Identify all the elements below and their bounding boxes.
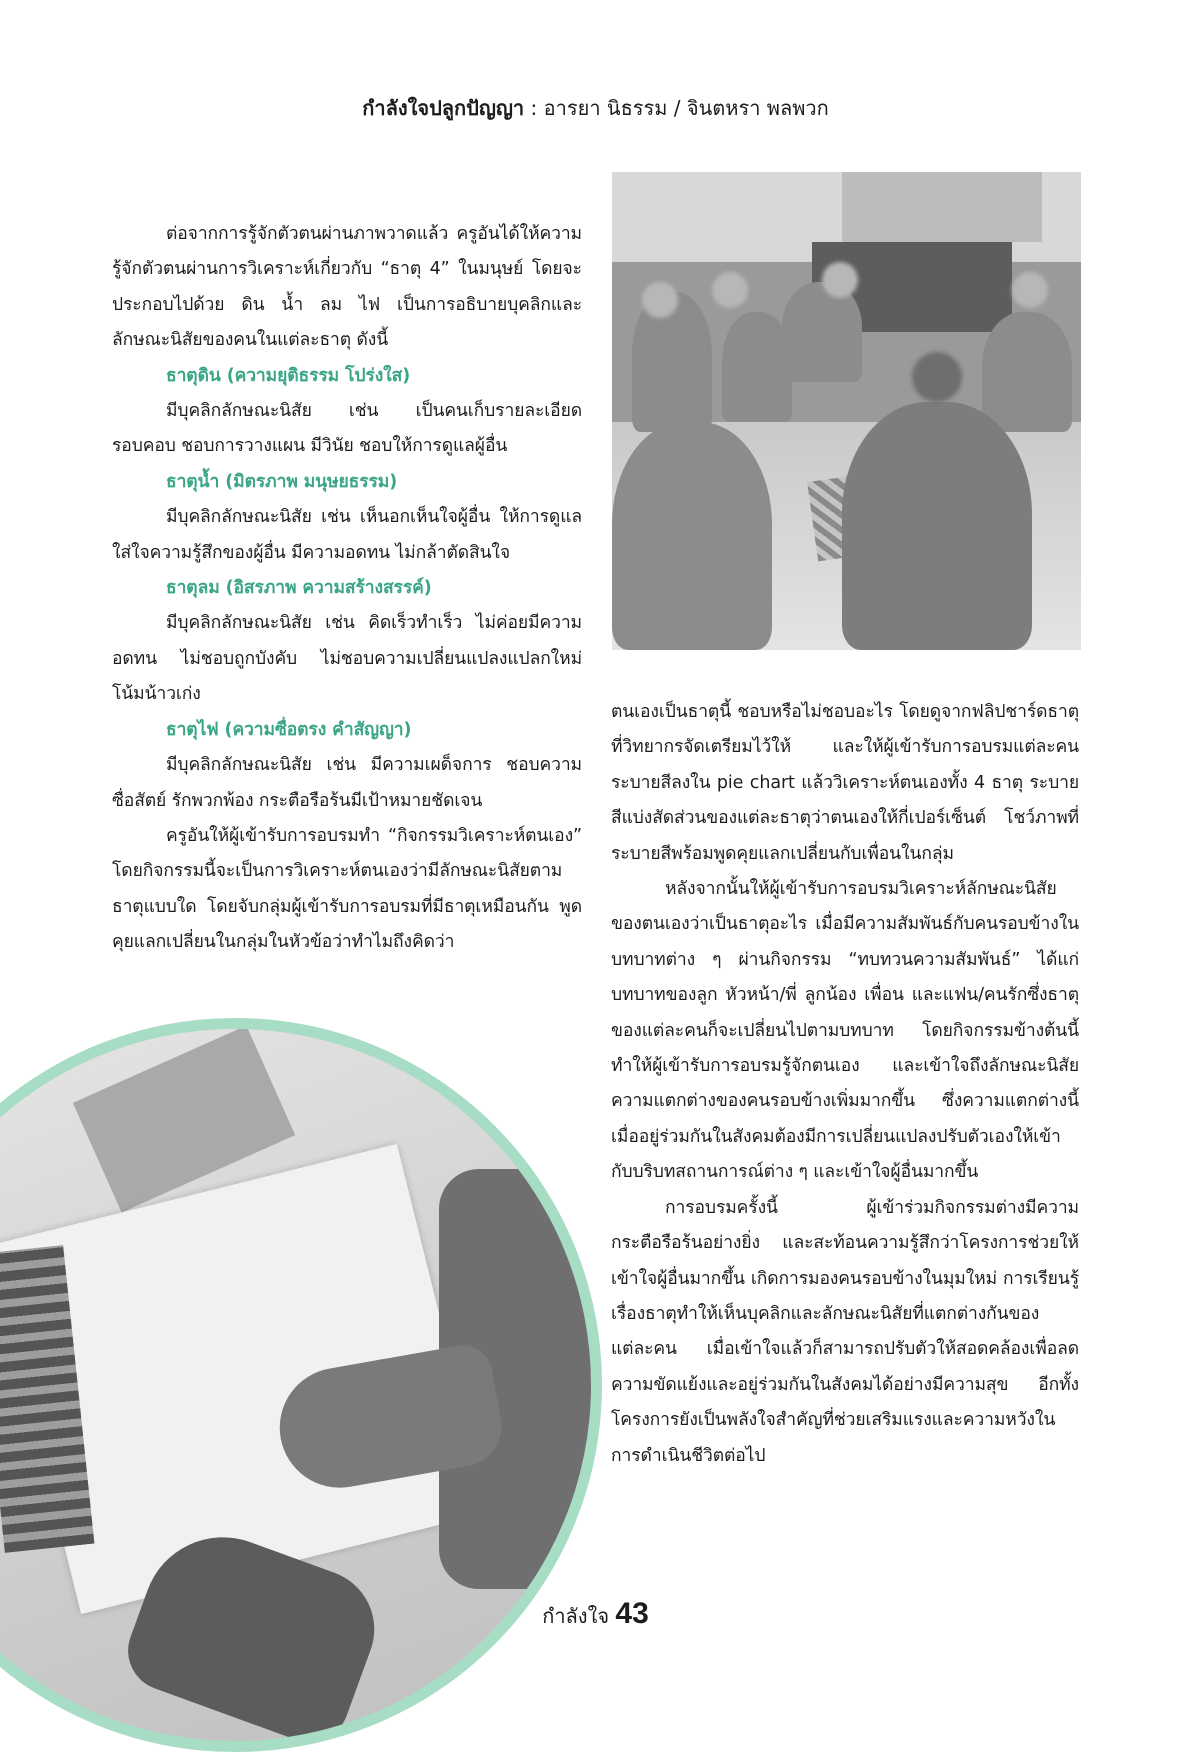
intro-paragraph: ต่อจากการรู้จักตัวตนผ่านภาพวาดแล้ว ครูอันได้ให้ความรู้จักตัวตนผ่านการวิเคราะห์เกี่ยวกับ “ธาตุ 4” ในมนุษย์ โดยจะประกอบไปด้วย ดิน น้ำ ลม ไฟ เป็นการอธิบายบุคลิกและลักษณะนิสัยของคนในแต่ละธาตุ ดังนี้ bbox=[112, 224, 582, 351]
left-column bbox=[112, 217, 582, 961]
footer-label: กำลังใจ bbox=[542, 1604, 610, 1628]
page-header bbox=[0, 92, 1191, 124]
page-footer bbox=[0, 1597, 1191, 1632]
right-column bbox=[611, 695, 1079, 1474]
fire-element-text: มีบุคลิกลักษณะนิสัย เช่น มีความเผด็จการ ชอบความซื่อสัตย์ รักพวกพ้อง กระตือรือร้นมีเป้าหมายชัดเจน bbox=[112, 755, 582, 811]
earth-element-heading: ธาตุดิน (ความยุติธรรม โปร่งใส) bbox=[166, 365, 411, 386]
water-element-heading: ธาตุน้ำ (มิตรภาพ มนุษยธรรม) bbox=[166, 471, 398, 492]
fire-element-heading: ธาตุไฟ (ความซื่อตรง คำสัญญา) bbox=[166, 719, 412, 740]
wind-element-heading: ธาตุลม (อิสรภาพ ความสร้างสรรค์) bbox=[166, 578, 432, 599]
page-number: 43 bbox=[615, 1597, 649, 1630]
header-title: กำลังใจปลูกปัญญา bbox=[362, 96, 525, 120]
workshop-group-photo bbox=[612, 172, 1081, 650]
header-authors: อารยา นิธรรม / จินตหรา พลพวก bbox=[543, 96, 829, 120]
wind-element-text: มีบุคลิกลักษณะนิสัย เช่น คิดเร็วทำเร็ว ไม่ค่อยมีความอดทน ไม่ชอบถูกบังคับ ไม่ชอบความเปลี่ยนแปลงแปลกใหม่ โน้มน้าวเก่ง bbox=[112, 613, 582, 705]
continuation-paragraph: ตนเองเป็นธาตุนี้ ชอบหรือไม่ชอบอะไร โดยดูจากฟลิปชาร์ดธาตุที่วิทยากรจัดเตรียมไว้ให้ และให้ผู้เข้ารับการอบรมแต่ละคนระบายสีลงใน pie chart แล้ววิเคราะห์ตนเองทั้ง 4 ธาตุ ระบายสีแบ่งสัดส่วนของแต่ละธาตุว่าตนเองให้กี่เปอร์เซ็นต์ โชว์ภาพที่ระบายสีพร้อมพูดคุยแลกเปลี่ยนกับเพื่อนในกลุ่ม bbox=[611, 702, 1079, 864]
water-element-text: มีบุคลิกลักษณะนิสัย เช่น เห็นอกเห็นใจผู้อื่น ให้การดูแลใส่ใจความรู้สึกของผู้อื่น มีความอดทน ไม่กล้าตัดสินใจ bbox=[112, 507, 582, 563]
activity-paragraph: ครูอันให้ผู้เข้ารับการอบรมทำ “กิจกรรมวิเคราะห์ตนเอง” โดยกิจกรรมนี้จะเป็นการวิเคราะห์ตนเองว่ามีลักษณะนิสัยตามธาตุแบบใด โดยจับกลุ่มผู้เข้ารับการอบรมที่มีธาตุเหมือนกัน พูดคุยแลกเปลี่ยนในกลุ่มในหัวข้อว่าทำไมถึงคิดว่า bbox=[112, 825, 582, 953]
conclusion-paragraph: การอบรมครั้งนี้ ผู้เข้าร่วมกิจกรรมต่างมีความกระตือรือร้นอย่างยิ่ง และสะท้อนความรู้สึกว่าโครงการช่วยให้เข้าใจผู้อื่นมากขึ้น เกิดการมองคนรอบข้างในมุมใหม่ การเรียนรู้เรื่องธาตุทำให้เห็นบุคลิกและลักษณะนิสัยที่แตกต่างกันของแต่ละคน เมื่อเข้าใจแล้วก็สามารถปรับตัวให้สอดคล้องเพื่อลดความขัดแย้งและอยู่ร่วมกันในสังคมได้อย่างมีความสุข อีกทั้งโครงการยังเป็นพลังใจสำคัญที่ช่วยเสริมแรงและความหวังในการดำเนินชีวิตต่อไป bbox=[611, 1197, 1079, 1466]
earth-element-text: มีบุคลิกลักษณะนิสัย เช่น เป็นคนเก็บรายละเอียดรอบคอบ ชอบการวางแผน มีวินัย ชอบให้การดูแลผู้อื่น bbox=[112, 401, 582, 457]
header-separator: : bbox=[524, 96, 544, 120]
relationship-paragraph: หลังจากนั้นให้ผู้เข้ารับการอบรมวิเคราะห์ลักษณะนิสัยของตนเองว่าเป็นธาตุอะไร เมื่อมีความสัมพันธ์กับคนรอบข้างในบทบาทต่าง ๆ ผ่านกิจกรรม “ทบทวนความสัมพันธ์” ได้แก่ บทบาทของลูก หัวหน้า/พี่ ลูกน้อง เพื่อน และแฟน/คนรักซึ่งธาตุของแต่ละคนก็จะเปลี่ยนไปตามบทบาท โดยกิจกรรมข้างต้นนี้ทำให้ผู้เข้ารับการอบรมรู้จักตนเอง และเข้าใจถึงลักษณะนิสัย ความแตกต่างของคนรอบข้างเพิ่มมากขึ้น ซึ่งความแตกต่างนี้เมื่ออยู่ร่วมกันในสังคมต้องมีการเปลี่ยนแปลงปรับตัวเองให้เข้ากับบริบทสถานการณ์ต่าง ๆ และเข้าใจผู้อื่นมากขึ้น bbox=[611, 879, 1079, 1183]
